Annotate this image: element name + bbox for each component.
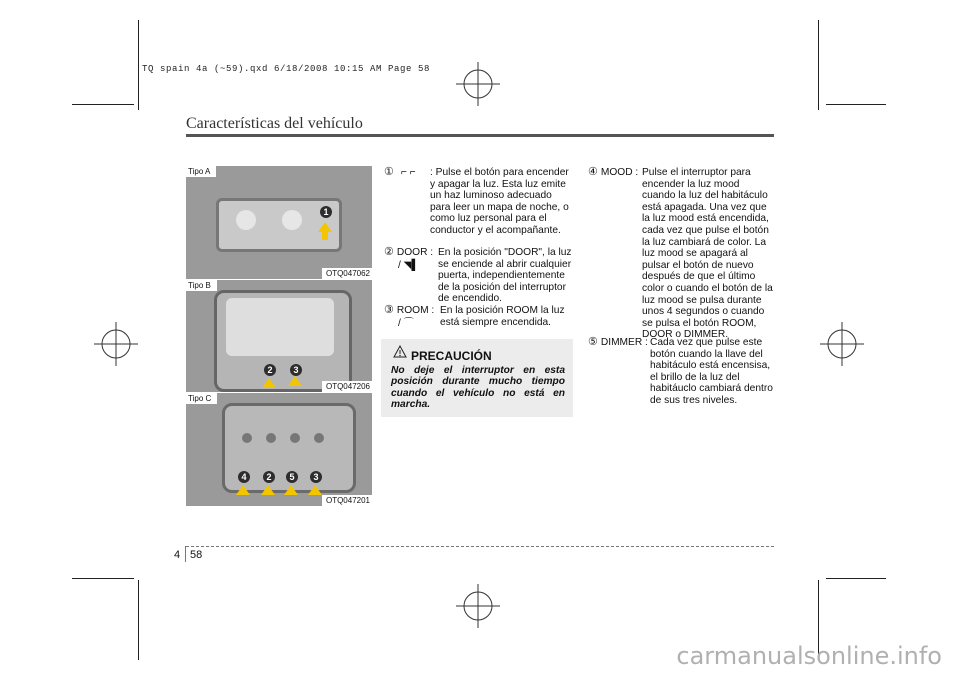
arrow-icon [284, 485, 298, 495]
lamp-lens [282, 210, 302, 230]
crop-mark [72, 578, 134, 579]
crop-mark [826, 578, 886, 579]
footer-rule [186, 546, 774, 547]
arrow-icon [318, 222, 332, 232]
registration-mark-icon [456, 584, 500, 628]
photo-tag: Tipo B [186, 280, 217, 291]
callout-3: 3 [310, 471, 322, 483]
photo-type-b [186, 280, 372, 392]
crop-mark [826, 104, 886, 105]
crop-mark [138, 580, 139, 660]
photo-code: OTQ047201 [322, 495, 372, 506]
lamp-lens [236, 210, 256, 230]
callout-4: 4 [238, 471, 250, 483]
page-number: 58 [190, 549, 203, 561]
registration-mark-icon [456, 62, 500, 106]
item-dimmer [588, 337, 650, 349]
arrow-icon [262, 378, 276, 388]
caution-title: PRECAUCIÓN [411, 349, 492, 363]
header-rule [186, 134, 774, 137]
item-number: ③ [384, 304, 394, 316]
item-text: En la posición ROOM la luz está siempre encendida. [440, 305, 565, 328]
warning-icon [393, 345, 407, 358]
crop-mark [138, 20, 139, 110]
item-number: ① [384, 166, 394, 178]
arrow-icon [261, 485, 275, 495]
item-door [384, 247, 435, 271]
caution-box [381, 339, 573, 417]
callout-5: 5 [286, 471, 298, 483]
crop-mark [818, 20, 819, 110]
arrow-icon [288, 376, 302, 386]
photo-tag: Tipo C [186, 393, 217, 404]
item-label: DIMMER : [600, 337, 648, 348]
footer-divider [185, 546, 186, 562]
arrow-icon [236, 485, 250, 495]
photo-tag: Tipo A [186, 166, 216, 177]
item-number: ⑤ [588, 336, 598, 348]
room-icon: / ⌒ [398, 317, 414, 329]
item-number: ② [384, 246, 394, 258]
section-title: Características del vehículo [186, 115, 363, 132]
door-icon: / ◥▌ [398, 259, 419, 271]
photo-code: OTQ047206 [322, 381, 372, 392]
photo-code: OTQ047062 [322, 268, 372, 279]
photo-type-a [186, 166, 372, 279]
item-room [384, 305, 436, 329]
item-number: ④ [588, 166, 598, 178]
callout-2: 2 [264, 364, 276, 376]
item-mood [588, 167, 640, 179]
item-text: Pulse el interruptor para encender la luz mood cuando la luz del habitáculo está apagada. Una vez que la luz mood está encendida, cada vez que pulse el botón la luz cambiará de color. La luz mood se apagará al pulsar el botón de nuevo después de que el último color o cuando el botón de la luz mood se pulsa durante unos 4 segundos o cuando se pulsa el botón ROOM, DOOR o DIMMER. [642, 167, 773, 341]
arrow-icon [308, 485, 322, 495]
lamp-lens [226, 298, 334, 356]
registration-mark-icon [94, 322, 138, 366]
item-label: MOOD : [600, 167, 639, 178]
callout-1: 1 [320, 206, 332, 218]
print-header: TQ spain 4a (~59).qxd 6/18/2008 10:15 AM Page 58 [142, 64, 431, 74]
lamp-dot [290, 433, 300, 443]
callout-3: 3 [290, 364, 302, 376]
item-text: : Pulse el botón para encender y apagar la luz. Esta luz emite un haz luminoso adecuado para leer un mapa de noche, o como luz personal para el conductor y el acompañante. [430, 167, 569, 236]
watermark: carmanualsonline.info [676, 642, 942, 670]
lamp-dot [314, 433, 324, 443]
lamp-dot [242, 433, 252, 443]
callout-2: 2 [263, 471, 275, 483]
caution-body: No deje el interruptor en esta posición durante mucho tiempo cuando el vehículo no está en marcha. [391, 365, 565, 411]
lamp-dot [266, 433, 276, 443]
item-text: Cada vez que pulse este botón cuando la llave del habitáculo está encensisa, el brillo de la luz del habitáuclo cambiará dentro de sus tres niveles. [650, 337, 773, 406]
map-lamp-icon: ⌐ ⌐ [400, 167, 416, 178]
item-text: En la posición "DOOR", la luz se enciende al abrir cualquier puerta, independientemente de la posición del interruptor de encendido. [438, 247, 572, 305]
item-label: DOOR : [396, 247, 434, 258]
registration-mark-icon [820, 322, 864, 366]
photo-type-c [186, 393, 372, 506]
arrow-stem [322, 232, 328, 240]
chapter-number: 4 [174, 549, 181, 561]
crop-mark [72, 104, 134, 105]
item-label: ROOM : [396, 305, 435, 316]
